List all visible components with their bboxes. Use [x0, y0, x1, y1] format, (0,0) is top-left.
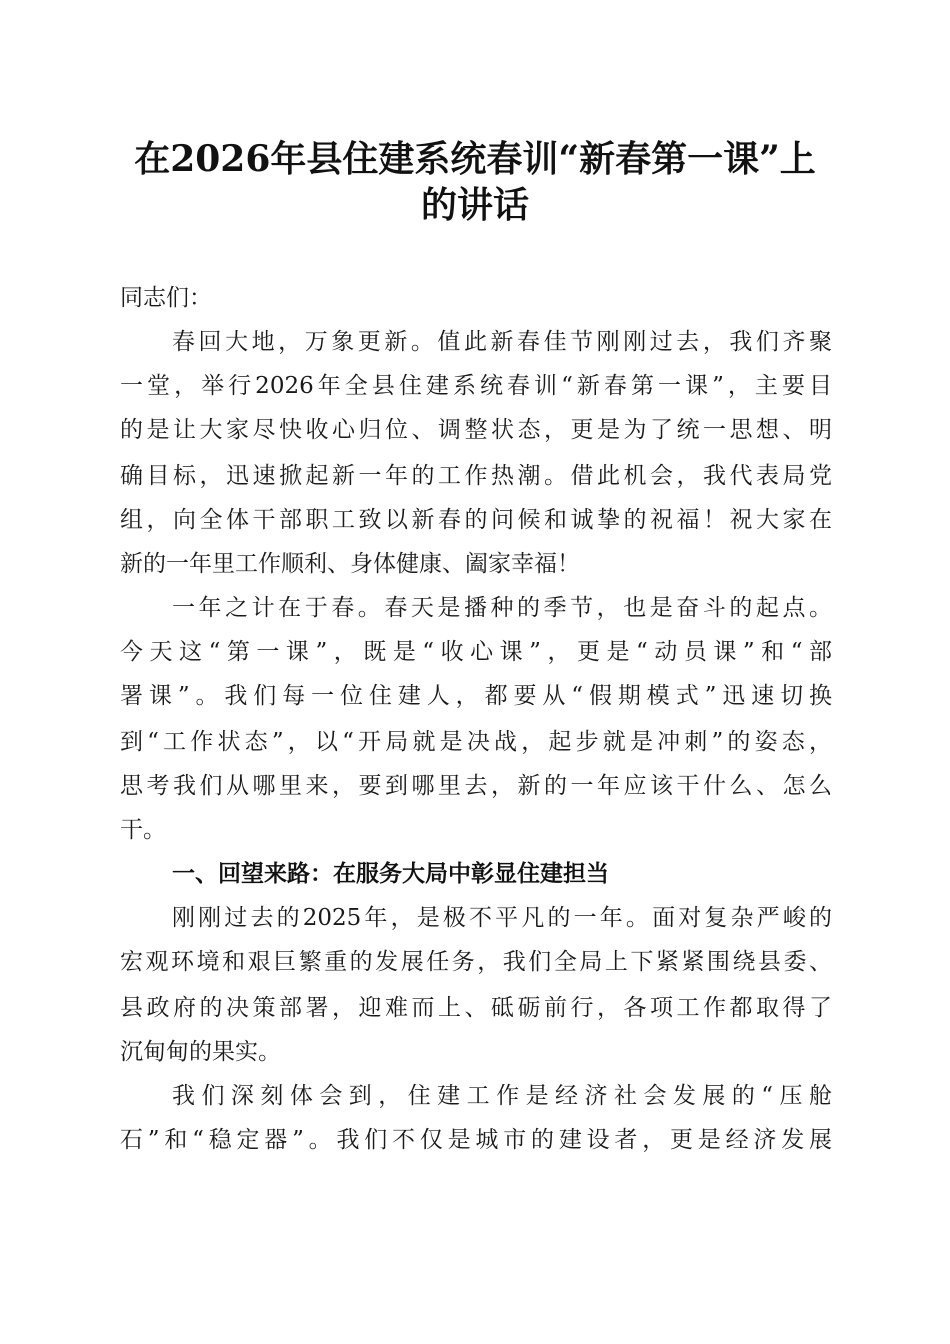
paragraph-line: 一堂，举行2026年全县住建系统春训“新春第一课”，主要目 — [120, 373, 832, 399]
paragraph-line: 春回大地，万象更新。值此新春佳节刚刚过去，我们齐聚 — [172, 329, 832, 355]
paragraph-line: 干。 — [120, 817, 166, 843]
paragraph-line: 今天这“第一课”，既是“收心课”，更是“动员课”和“部 — [120, 639, 832, 665]
paragraph-line: 署课”。我们每一位住建人，都要从“假期模式”迅速切换 — [120, 683, 832, 709]
paragraph-line: 沉甸甸的果实。 — [120, 1039, 281, 1065]
paragraph-line: 的是让大家尽快收心归位、调整状态，更是为了统一思想、明 — [120, 417, 832, 443]
paragraph-line: 组，向全体干部职工致以新春的问候和诚挚的祝福！祝大家在 — [120, 507, 832, 533]
paragraph-line: 石”和“稳定器”。我们不仅是城市的建设者，更是经济发展 — [120, 1127, 832, 1153]
section-heading: 一、回望来路：在服务大局中彰显住建担当 — [172, 861, 609, 887]
paragraph-line: 县政府的决策部署，迎难而上、砥砺前行，各项工作都取得了 — [120, 995, 832, 1021]
paragraph-line: 我们深刻体会到，住建工作是经济社会发展的“压舱 — [172, 1083, 832, 1109]
paragraph-line: 刚刚过去的2025年，是极不平凡的一年。面对复杂严峻的 — [172, 905, 832, 931]
paragraph-line: 一年之计在于春。春天是播种的季节，也是奋斗的起点。 — [172, 595, 832, 621]
paragraph-line: 新的一年里工作顺利、身体健康、阖家幸福！ — [120, 551, 580, 577]
paragraph-line: 宏观环境和艰巨繁重的发展任务，我们全局上下紧紧围绕县委、 — [120, 949, 832, 975]
document-title-line-1: 在2026年县住建系统春训“新春第一课”上 — [134, 138, 816, 180]
paragraph-line: 思考我们从哪里来，要到哪里去，新的一年应该干什么、怎么 — [120, 773, 832, 799]
paragraph-line: 到“工作状态”，以“开局就是决战，起步就是冲刺”的姿态， — [120, 729, 832, 755]
document-title-line-2: 的讲话 — [420, 184, 529, 226]
salutation: 同志们： — [120, 285, 212, 311]
paragraph-line: 确目标，迅速掀起新一年的工作热潮。借此机会，我代表局党 — [120, 463, 832, 489]
